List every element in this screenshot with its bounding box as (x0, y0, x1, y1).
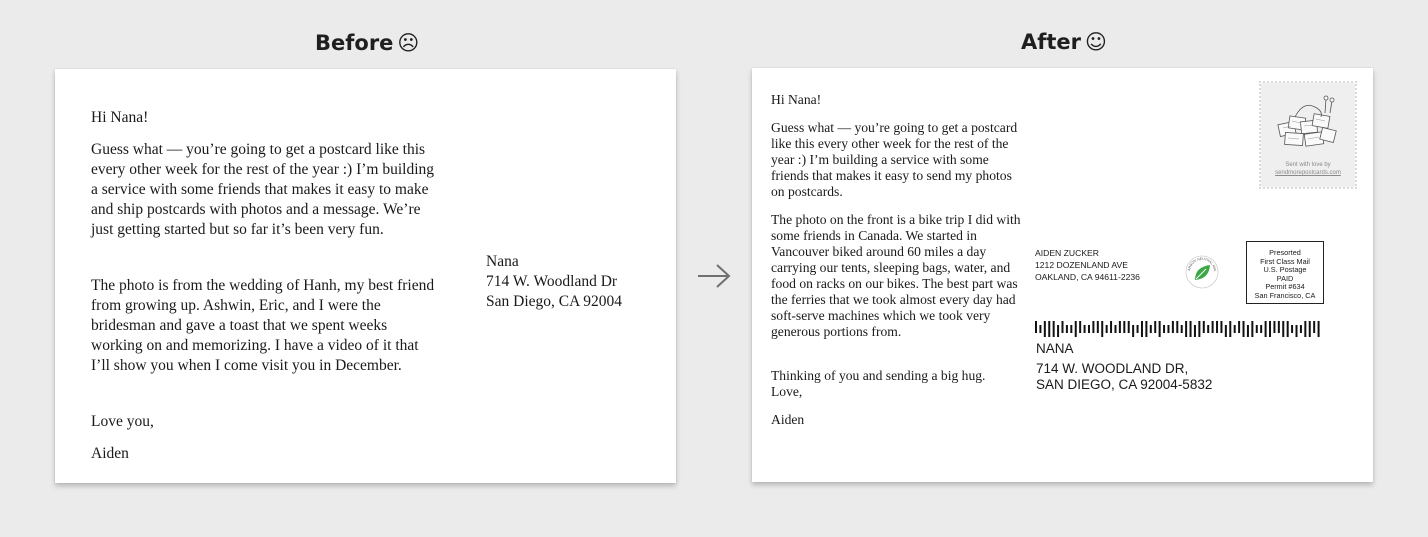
barcode-bar (1141, 321, 1143, 337)
before-heading-label: Before (315, 31, 394, 55)
barcode-bar (1097, 321, 1099, 333)
after-closing: Love, (771, 384, 803, 399)
recipient-address-line-1: 714 W. WOODLAND DR, (1036, 361, 1189, 376)
before-address-line: Nana (486, 253, 519, 270)
barcode-bar (1318, 321, 1320, 337)
barcode-bar (1251, 321, 1253, 337)
after-greeting: Hi Nana! (771, 92, 822, 107)
barcode-bar (1278, 321, 1280, 333)
barcode-bar (1247, 325, 1249, 337)
barcode-bar (1181, 325, 1183, 333)
barcode-bar (1207, 325, 1209, 333)
barcode-bar (1123, 321, 1125, 333)
permit-line: San Francisco, CA (1254, 290, 1316, 300)
barcode-bar (1053, 321, 1055, 337)
carbon-neutral-badge (1185, 255, 1219, 289)
barcode-bar (1084, 325, 1086, 333)
after-heading-label: After (1021, 30, 1082, 54)
barcode-bar (1260, 325, 1262, 333)
return-address (1035, 247, 1140, 283)
barcode-bar (1176, 321, 1178, 333)
barcode-bar (1057, 325, 1059, 337)
barcode-bar (1265, 321, 1267, 337)
after-postcard (752, 68, 1373, 482)
barcode-bar (1256, 325, 1258, 333)
barcode-bar (1172, 321, 1174, 333)
permit-line: Permit #634 (1265, 282, 1305, 291)
permit-line: U.S. Postage (1263, 265, 1307, 274)
return-address-line: AIDEN ZUCKER (1035, 248, 1099, 258)
barcode-bar (1212, 321, 1214, 333)
barcode-bar (1119, 321, 1121, 333)
barcode-bar (1238, 321, 1240, 333)
barcode-bar (1229, 321, 1231, 337)
barcode-bar (1137, 325, 1139, 333)
stamp-url-link[interactable]: sendmorepostcards.com (1275, 170, 1341, 176)
recipient-address-line-2: SAN DIEGO, CA 92004-5832 (1036, 377, 1213, 392)
before-address (486, 252, 622, 312)
permit-line: PAID (1276, 273, 1294, 283)
postage-permit (1246, 241, 1324, 304)
barcode-bar (1101, 321, 1103, 337)
permit-line: First Class Mail (1260, 256, 1310, 266)
after-signature: Aiden (771, 412, 805, 427)
happy-face-icon: ☺ (1085, 30, 1107, 54)
barcode-bar (1304, 321, 1306, 337)
barcode-bar (1159, 321, 1161, 337)
barcode-bar (1313, 321, 1315, 333)
recipient-name: NANA (1036, 341, 1074, 356)
barcode-bar (1145, 321, 1147, 337)
barcode-bar (1291, 325, 1293, 333)
sad-face-icon: ☹ (397, 31, 420, 55)
arrow-right-icon (696, 259, 732, 293)
barcode-bar (1070, 325, 1072, 333)
before-closing: Love you, (91, 413, 154, 430)
barcode-bar (1203, 321, 1205, 333)
return-address-line: OAKLAND, CA 94611-2236 (1035, 272, 1140, 282)
barcode-bar (1092, 321, 1094, 333)
barcode-bar (1300, 325, 1302, 333)
barcode-bar (1035, 321, 1037, 333)
barcode-bar (1075, 321, 1077, 337)
before-postcard (55, 69, 676, 483)
barcode-bar (1128, 321, 1130, 333)
barcode-bar (1088, 325, 1090, 333)
barcode-bar (1234, 325, 1236, 333)
barcode-bar (1287, 321, 1289, 337)
postcard-stack-icon (1275, 93, 1341, 151)
carbon-badge-label: ARBON NEUTRAL MAI (1187, 256, 1217, 272)
barcode-bar (1269, 321, 1271, 337)
barcode-bar (1163, 325, 1165, 333)
before-greeting: Hi Nana! (91, 109, 149, 126)
barcode-bar (1225, 325, 1227, 337)
before-address-line: 714 W. Woodland Dr (486, 273, 618, 290)
barcode-bar (1061, 321, 1063, 333)
barcode-bar (1132, 325, 1134, 337)
barcode-bar (1216, 321, 1218, 333)
after-heading (1021, 30, 1107, 54)
return-address-line: 1212 DOZENLAND AVE (1035, 260, 1128, 270)
barcode-bar (1190, 321, 1192, 337)
permit-line: Presorted (1269, 248, 1301, 257)
barcode-bar (1282, 321, 1284, 337)
after-paragraph-1: Guess what — you’re going to get a postcard like this every other week for the rest of the year :) I’m building a service with some friends that makes it easy to send my photos on postcards. (771, 120, 1018, 199)
barcode-bar (1039, 325, 1041, 333)
after-paragraph-2: The photo on the front is a bike trip I did with some friends in Canada. We started in Vancouver biked around 60 miles a day carrying our tents, sleeping bags, water, and food on racks on our bikes. The best part was the ferries that we took almost every day had soft-serve machines which we took very generous portions from. (771, 212, 1021, 339)
barcode-bar (1066, 325, 1068, 333)
after-paragraph-3: Thinking of you and sending a big hug. (771, 368, 986, 383)
barcode-bar (1167, 325, 1169, 333)
before-heading (315, 31, 419, 55)
barcode-bar (1114, 325, 1116, 333)
before-signature: Aiden (91, 445, 129, 462)
before-paragraph-2: The photo is from the wedding of Hanh, my best friend from growing up. Ashwin, Eric, and I were the bridesman and gave a toast that we spent weeks working on and memorizing. I have a video of it that I’ll show you when I come visit you in December. (91, 277, 435, 374)
barcode-bar (1194, 325, 1196, 337)
postage-stamp (1261, 83, 1355, 187)
barcode-bar (1243, 321, 1245, 337)
barcode-bar (1150, 325, 1152, 333)
stamp-caption: Sent with love by (1285, 162, 1331, 168)
barcode-bar (1044, 321, 1046, 337)
before-address-line: San Diego, CA 92004 (486, 293, 623, 310)
barcode-bar (1198, 321, 1200, 337)
barcode-bar (1309, 321, 1311, 337)
barcode-bar (1273, 321, 1275, 333)
barcode-bar (1296, 325, 1298, 337)
barcode-bar (1048, 321, 1050, 337)
before-paragraph-1: Guess what — you’re going to get a postcard like this every other week for the rest of the year :) I’m building a service with some friends that makes it easy to make and ship postcards with photos and a message. We’re just getting started but so far it’s been very fun. (91, 141, 435, 238)
barcode-bar (1154, 321, 1156, 333)
barcode-icon (1035, 321, 1322, 337)
barcode-bar (1106, 325, 1108, 333)
barcode-bar (1220, 321, 1222, 333)
barcode-bar (1185, 321, 1187, 337)
barcode-bar (1110, 321, 1112, 333)
barcode-bar (1079, 321, 1081, 333)
